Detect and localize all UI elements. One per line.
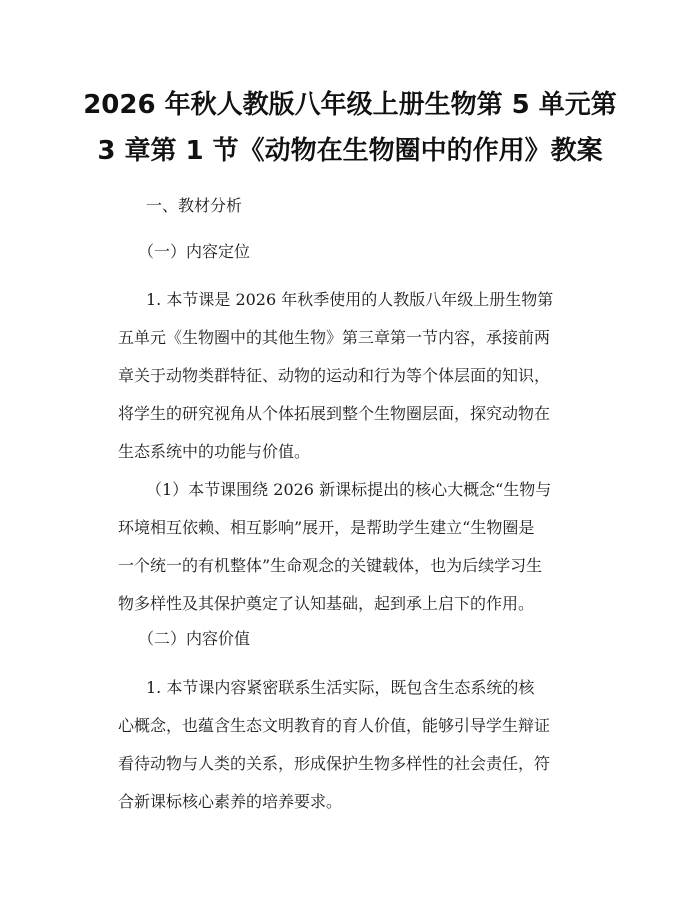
paragraph-1-line: 章关于动物类群特征、动物的运动和行为等个体层面的知识， xyxy=(118,366,551,385)
paragraph-3-line: 心概念，也蕴含生态文明教育的育人价值，能够引导学生辩证 xyxy=(118,716,551,735)
paragraph-1 xyxy=(118,281,583,471)
paragraph-2-line: 环境相互依赖、相互影响”展开，是帮助学生建立“生物圈是 xyxy=(118,518,535,537)
paragraph-1-line: 1. 本节课是 2026 年秋季使用的人教版八年级上册生物第 xyxy=(146,290,554,309)
document-title-line-2: 3 章第 1 节《动物在生物圈中的作用》教案 xyxy=(97,136,603,166)
subsection-heading-content-value: （二）内容价值 xyxy=(138,629,251,648)
section-heading-textbook-analysis: 一、教材分析 xyxy=(146,196,243,215)
paragraph-3-line: 看待动物与人类的关系，形成保护生物多样性的社会责任，符 xyxy=(118,754,551,773)
paragraph-2-line: （1）本节课围绕 2026 新课标提出的核心大概念“生物与 xyxy=(146,480,552,499)
subsection-heading-content-positioning: （一）内容定位 xyxy=(138,242,251,261)
paragraph-2 xyxy=(118,471,583,623)
paragraph-3 xyxy=(118,669,583,821)
paragraph-1-line: 五单元《生物圈中的其他生物》第三章第一节内容，承接前两 xyxy=(118,328,551,347)
document-title-line-1: 2026 年秋人教版八年级上册生物第 5 单元第 xyxy=(83,90,617,120)
paragraph-3-line: 1. 本节课内容紧密联系生活实际，既包含生态系统的核 xyxy=(146,678,535,697)
paragraph-2-line: 物多样性及其保护奠定了认知基础，起到承上启下的作用。 xyxy=(118,594,535,613)
paragraph-2-line: 一个统一的有机整体”生命观念的关键载体，也为后续学习生 xyxy=(118,556,543,575)
paragraph-1-line: 生态系统中的功能与价值。 xyxy=(118,442,311,461)
paragraph-3-line: 合新课标核心素养的培养要求。 xyxy=(118,792,343,811)
paragraph-1-line: 将学生的研究视角从个体拓展到整个生物圈层面，探究动物在 xyxy=(118,404,551,423)
